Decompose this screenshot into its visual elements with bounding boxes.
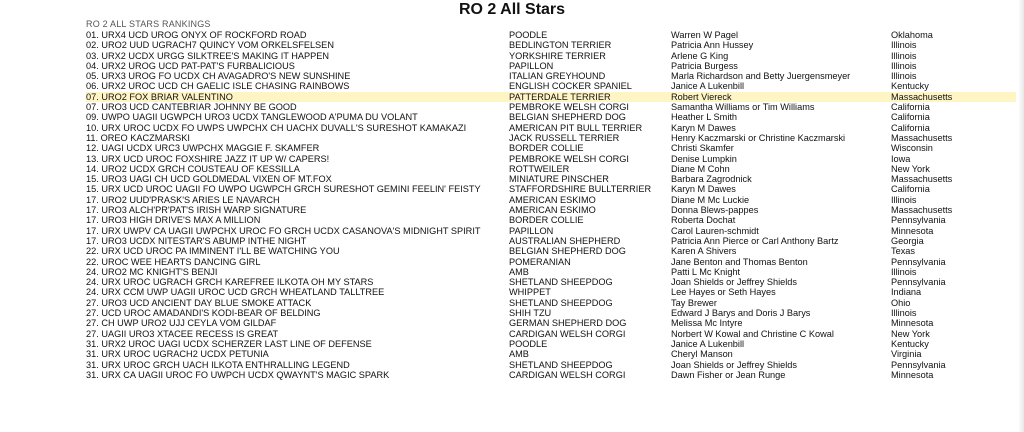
- breed-cell: MINIATURE PINSCHER: [509, 174, 609, 185]
- ranking-row: [86, 308, 1016, 318]
- ranking-row: [86, 102, 1016, 112]
- breed-cell: PEMBROKE WELSH CORGI: [509, 102, 629, 113]
- breed-cell: PAPILLON: [509, 60, 554, 71]
- ranking-row: [86, 339, 1016, 349]
- ranking-row: [86, 133, 1016, 143]
- page-edge: [1018, 0, 1024, 432]
- ranking-row: [86, 215, 1016, 225]
- state-cell: Indiana: [891, 287, 922, 298]
- state-cell: Kentucky: [891, 81, 929, 92]
- state-cell: New York: [891, 328, 930, 339]
- breed-cell: GERMAN SHEPHERD DOG: [509, 318, 627, 329]
- state-cell: Wisconsin: [891, 143, 933, 154]
- state-cell: Minnesota: [891, 225, 934, 236]
- ranking-row: [86, 92, 1016, 102]
- breed-cell: JACK RUSSELL TERRIER: [509, 132, 620, 143]
- dog-name-cell: 31. URX CA UAGII UROC FO UWPCH UCDX QWAYNT'S MAGIC SPARK: [86, 369, 390, 380]
- dog-name-cell: 05. URX3 UROG FO UCDX CH AVAGADRO'S NEW SUNSHINE: [86, 71, 351, 82]
- breed-cell: CARDIGAN WELSH CORGI: [509, 369, 626, 380]
- ranking-row: [86, 257, 1016, 267]
- owner-cell: Karyn M Dawes: [671, 184, 736, 195]
- dog-name-cell: 27. CH UWP URO2 UJJ CEYLA VOM GILDAF: [86, 318, 277, 329]
- owner-cell: Janice A Lukenbill: [671, 81, 745, 92]
- state-cell: Pennsylvania: [891, 256, 946, 267]
- state-cell: Kentucky: [891, 338, 929, 349]
- state-cell: Minnesota: [891, 318, 934, 329]
- breed-cell: SHETLAND SHEEPDOG: [509, 277, 613, 288]
- state-cell: Massachusetts: [891, 174, 953, 185]
- ranking-row: [86, 287, 1016, 297]
- state-cell: California: [891, 102, 930, 113]
- owner-cell: Joan Shields or Jeffrey Shields: [671, 359, 797, 370]
- ranking-row: [86, 349, 1016, 359]
- dog-name-cell: 07. URO2 FOX BRIAR VALENTINO: [86, 91, 233, 102]
- dog-name-cell: 07. URO3 UCD CANTEBRIAR JOHNNY BE GOOD: [86, 102, 297, 113]
- owner-cell: Christi Skamfer: [671, 143, 734, 154]
- breed-cell: SHETLAND SHEEPDOG: [509, 297, 613, 308]
- dog-name-cell: 14. URO2 UCDX GRCH COUSTEAU OF KESSILLA: [86, 163, 300, 174]
- state-cell: Iowa: [891, 153, 911, 164]
- dog-name-cell: 31. URX2 UROC UAGI UCDX SCHERZER LAST LINE OF DEFENSE: [86, 338, 372, 349]
- ranking-row: [86, 71, 1016, 81]
- ranking-row: [86, 143, 1016, 153]
- state-cell: Minnesota: [891, 369, 934, 380]
- owner-cell: Karen A Shivers: [671, 246, 737, 257]
- dog-name-cell: 03. URX2 UCDX URGG SILKTREE'S MAKING IT HAPPEN: [86, 50, 330, 61]
- owner-cell: Lee Hayes or Seth Hayes: [671, 287, 776, 298]
- state-cell: Illinois: [891, 308, 917, 319]
- ranking-row: [86, 174, 1016, 184]
- dog-name-cell: 09. UWPO UAGII UGWPCH URO3 UCDX TANGLEWOOD A'PUMA DU VOLANT: [86, 112, 418, 123]
- dog-name-cell: 15. URO3 UAGI CH UCD GOLDMEDAL VIXEN OF MT.FOX: [86, 174, 332, 185]
- breed-cell: SHETLAND SHEEPDOG: [509, 359, 613, 370]
- ranking-row: [86, 236, 1016, 246]
- dog-name-cell: 24. URX CCM UWP UAGII UROC UCD GRCH WHEATLAND TALLTREE: [86, 287, 385, 298]
- ranking-row: [86, 205, 1016, 215]
- breed-cell: PATTERDALE TERRIER: [509, 91, 611, 102]
- owner-cell: Donna Blews-pappes: [671, 205, 759, 216]
- owner-cell: Samantha Williams or Tim Williams: [671, 102, 815, 113]
- breed-cell: POMERANIAN: [509, 256, 571, 267]
- ranking-row: [86, 360, 1016, 370]
- ranking-row: [86, 61, 1016, 71]
- dog-name-cell: 17. URO3 UCDX NITESTAR'S ABUMP INTHE NIGHT: [86, 235, 307, 246]
- state-cell: Illinois: [891, 40, 917, 51]
- owner-cell: Janice A Lukenbill: [671, 338, 745, 349]
- owner-cell: Patricia Burgess: [671, 60, 738, 71]
- breed-cell: AMB: [509, 349, 529, 360]
- breed-cell: AMB: [509, 266, 529, 277]
- owner-cell: Barbara Zagrodnick: [671, 174, 752, 185]
- state-cell: Massachusetts: [891, 132, 953, 143]
- owner-cell: Dawn Fisher or Jean Runge: [671, 369, 786, 380]
- state-cell: Illinois: [891, 60, 917, 71]
- owner-cell: Robert Viereck: [671, 91, 732, 102]
- dog-name-cell: 06. URX2 UROC UCD CH GAELIC ISLE CHASING RAINBOWS: [86, 81, 350, 92]
- ranking-row: [86, 164, 1016, 174]
- breed-cell: POODLE: [509, 338, 548, 349]
- dog-name-cell: 17. URX UWPV CA UAGII UWPCHX UROC FO GRCH UCDX CASANOVA'S MIDNIGHT SPIRIT: [86, 225, 481, 236]
- state-cell: California: [891, 112, 930, 123]
- breed-cell: PEMBROKE WELSH CORGI: [509, 153, 629, 164]
- dog-name-cell: 10. URX UROC UCDX FO UWPS UWPCHX CH UACHX DUVALL'S SURESHOT KAMAKAZI: [86, 122, 467, 133]
- breed-cell: POODLE: [509, 30, 548, 40]
- owner-cell: Tay Brewer: [671, 297, 717, 308]
- breed-cell: BELGIAN SHEPHERD DOG: [509, 246, 626, 257]
- ranking-row: [86, 112, 1016, 122]
- ranking-row: [86, 298, 1016, 308]
- ranking-row: [86, 246, 1016, 256]
- owner-cell: Norbert W Kowal and Christine C Kowal: [671, 328, 834, 339]
- state-cell: Illinois: [891, 50, 917, 61]
- dog-name-cell: 22. URX UCD UROC PA IMMINENT I'LL BE WATCHING YOU: [86, 246, 340, 257]
- breed-cell: ENGLISH COCKER SPANIEL: [509, 81, 632, 92]
- state-cell: Oklahoma: [891, 30, 933, 40]
- dog-name-cell: 12. UAGI UCDX URC3 UWPCHX MAGGIE F. SKAMFER: [86, 143, 320, 154]
- owner-cell: Jane Benton and Thomas Benton: [671, 256, 808, 267]
- breed-cell: BEDLINGTON TERRIER: [509, 40, 612, 51]
- dog-name-cell: 17. URO2 UUD'PRASK'S ARIES LE NAVARCH: [86, 194, 280, 205]
- breed-cell: WHIPPET: [509, 287, 551, 298]
- ranking-row: [86, 40, 1016, 50]
- owner-cell: Joan Shields or Jeffrey Shields: [671, 277, 797, 288]
- breed-cell: BELGIAN SHEPHERD DOG: [509, 112, 626, 123]
- owner-cell: Patricia Ann Hussey: [671, 40, 754, 51]
- owner-cell: Henry Kaczmarski or Christine Kaczmarski: [671, 132, 846, 143]
- state-cell: California: [891, 122, 930, 133]
- owner-cell: Patti L Mc Knight: [671, 266, 741, 277]
- breed-cell: YORKSHIRE TERRIER: [509, 50, 606, 61]
- state-cell: Pennsylvania: [891, 277, 946, 288]
- ranking-row: [86, 277, 1016, 287]
- breed-cell: BORDER COLLIE: [509, 143, 584, 154]
- owner-cell: Roberta Dochat: [671, 215, 736, 226]
- owner-cell: Heather L Smith: [671, 112, 738, 123]
- owner-cell: Cheryl Manson: [671, 349, 733, 360]
- owner-cell: Patricia Ann Pierce or Carl Anthony Bartz: [671, 235, 839, 246]
- page-title: RO 2 All Stars: [458, 1, 566, 18]
- dog-name-cell: 13. URX UCD UROC FOXSHIRE JAZZ IT UP W/ CAPERS!: [86, 153, 330, 164]
- ranking-row: [86, 267, 1016, 277]
- ranking-row: [86, 318, 1016, 328]
- ranking-row: [86, 154, 1016, 164]
- state-cell: Virginia: [891, 349, 922, 360]
- ranking-row: [86, 30, 1016, 40]
- dog-name-cell: 02. URO2 UUD UGRACH7 QUINCY VOM ORKELSFELSEN: [86, 40, 334, 51]
- dog-name-cell: 04. URX2 UROG UCD PAT-PAT'S FURBALICIOUS: [86, 60, 295, 71]
- ranking-row: [86, 81, 1016, 91]
- owner-cell: Edward J Barys and Doris J Barys: [671, 308, 811, 319]
- state-cell: Massachusetts: [891, 91, 953, 102]
- state-cell: Illinois: [891, 71, 917, 82]
- breed-cell: AMERICAN PIT BULL TERRIER: [509, 122, 643, 133]
- owner-cell: Melissa Mc Intyre: [671, 318, 743, 329]
- ranking-row: [86, 195, 1016, 205]
- ranking-row: [86, 51, 1016, 61]
- breed-cell: PAPILLON: [509, 225, 554, 236]
- dog-name-cell: 24. URO2 MC KNIGHT'S BENJI: [86, 266, 218, 277]
- dog-name-cell: 01. URX4 UCD UROG ONYX OF ROCKFORD ROAD: [86, 30, 307, 40]
- dog-name-cell: 15. URX UCD UROC UAGII FO UWPO UGWPCH GRCH SURESHOT GEMINI FEELIN' FEISTY: [86, 184, 481, 195]
- state-cell: New York: [891, 163, 930, 174]
- rankings-subtitle: RO 2 ALL STARS RANKINGS: [86, 19, 211, 29]
- owner-cell: Warren W Pagel: [671, 30, 739, 40]
- owner-cell: Karyn M Dawes: [671, 122, 736, 133]
- ranking-row: [86, 123, 1016, 133]
- ranking-row: [86, 370, 1016, 380]
- state-cell: Ohio: [891, 297, 911, 308]
- dog-name-cell: 17. URO3 HIGH DRIVE'S MAX A MILLION: [86, 215, 261, 226]
- owner-cell: Denise Lumpkin: [671, 153, 737, 164]
- dog-name-cell: 11. OREO KACZMARSKI: [86, 132, 190, 143]
- breed-cell: AUSTRALIAN SHEPHERD: [509, 235, 621, 246]
- owner-cell: Arlene G King: [671, 50, 729, 61]
- dog-name-cell: 17. URO3 ALCH'PR'PAT'S IRISH WARP SIGNATURE: [86, 205, 307, 216]
- dog-name-cell: 27. UAGII URO3 XTACEE RECESS IS GREAT: [86, 328, 279, 339]
- state-cell: California: [891, 184, 930, 195]
- state-cell: Pennsylvania: [891, 359, 946, 370]
- dog-name-cell: 24. URX UROC UGRACH GRCH KAREFREE ILKOTA OH MY STARS: [86, 277, 374, 288]
- breed-cell: SHIH TZU: [509, 308, 552, 319]
- breed-cell: STAFFORDSHIRE BULLTERRIER: [509, 184, 652, 195]
- breed-cell: AMERICAN ESKIMO: [509, 194, 596, 205]
- state-cell: Pennsylvania: [891, 215, 946, 226]
- breed-cell: CARDIGAN WELSH CORGI: [509, 328, 626, 339]
- ranking-row: [86, 226, 1016, 236]
- breed-cell: AMERICAN ESKIMO: [509, 205, 596, 216]
- breed-cell: ROTTWEILER: [509, 163, 570, 174]
- dog-name-cell: 27. URO3 UCD ANCIENT DAY BLUE SMOKE ATTACK: [86, 297, 312, 308]
- ranking-row: [86, 184, 1016, 194]
- breed-cell: BORDER COLLIE: [509, 215, 584, 226]
- state-cell: Massachusetts: [891, 205, 953, 216]
- owner-cell: Marla Richardson and Betty Juergensmeyer: [671, 71, 851, 82]
- dog-name-cell: 22. UROC WEE HEARTS DANCING GIRL: [86, 256, 261, 267]
- owner-cell: Carol Lauren-schmidt: [671, 225, 759, 236]
- state-cell: Georgia: [891, 235, 924, 246]
- owner-cell: Diane M Cohn: [671, 163, 730, 174]
- ranking-row: [86, 329, 1016, 339]
- breed-cell: ITALIAN GREYHOUND: [509, 71, 606, 82]
- state-cell: Texas: [891, 246, 915, 257]
- rankings-table: [86, 30, 1016, 380]
- owner-cell: Diane M Mc Luckie: [671, 194, 750, 205]
- state-cell: Illinois: [891, 194, 917, 205]
- state-cell: Illinois: [891, 266, 917, 277]
- dog-name-cell: 31. URX UROC GRCH UACH ILKOTA ENTHRALLING LEGEND: [86, 359, 350, 370]
- dog-name-cell: 27. UCD UROC AMADANDI'S KODI-BEAR OF BELDING: [86, 308, 321, 319]
- dog-name-cell: 31. URX UROC UGRACH2 UCDX PETUNIA: [86, 349, 269, 360]
